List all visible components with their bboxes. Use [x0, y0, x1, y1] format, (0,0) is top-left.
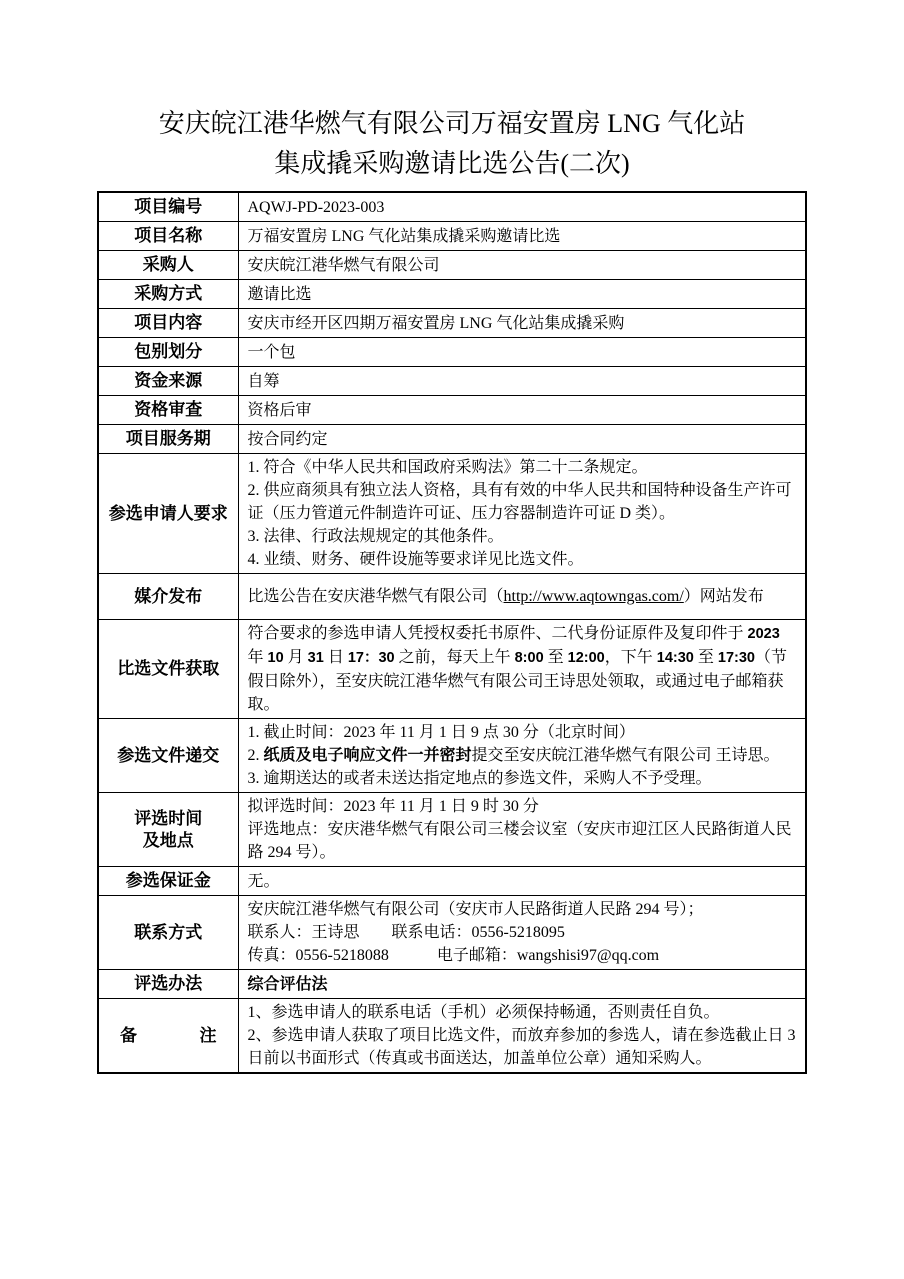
row-value-document-acquisition	[238, 620, 806, 719]
row-value-paragraph	[248, 1001, 800, 1024]
row-label-part: 项目内容	[134, 313, 203, 332]
row-label-part: 参选文件递交	[117, 745, 220, 765]
row-label-text	[103, 1025, 234, 1047]
row-label-contact-info	[98, 896, 238, 970]
row-value-procurement-method	[238, 280, 806, 309]
row-label-project-number	[98, 192, 238, 222]
row-value-funding-source	[238, 367, 806, 396]
row-label-evaluation-time-place	[98, 793, 238, 867]
row-label-qualification-review	[98, 396, 238, 425]
row-label-part: 评选时间	[134, 808, 203, 828]
row-label-document-acquisition	[98, 620, 238, 719]
text-segment: 日	[323, 649, 348, 666]
text-segment: ）网站发布	[683, 588, 764, 605]
text-segment: 综合评估法	[247, 975, 328, 993]
text-segment: 拟评选时间：2023 年 11 月 1 日 9 时 30 分	[247, 798, 539, 815]
row-label-text	[103, 312, 234, 334]
row-value-project-name	[238, 222, 806, 251]
text-segment: 3. 法律、行政法规规定的其他条件。	[247, 528, 504, 545]
text-segment: （节假日除外），至安庆皖江港华燃气有限公司王诗思处领取，或通过电子邮箱获取。	[247, 649, 787, 713]
row-label-text	[103, 283, 234, 305]
text-segment: AQWJ-PD-2023-003	[247, 198, 385, 216]
row-label-part: 资金来源	[134, 371, 203, 390]
row-value-paragraph	[248, 456, 800, 479]
row-label-purchaser	[98, 251, 238, 280]
row-value-project-number	[238, 192, 806, 222]
text-segment: 31	[307, 650, 324, 666]
row-value-paragraph	[248, 225, 800, 248]
row-label-text	[103, 973, 234, 995]
text-segment: 2. 供应商须具有独立法人资格，具有有效的中华人民共和国特种设备生产许可证（压力管道元件制造许可证、压力容器制造许可证 D 类）。	[247, 482, 792, 522]
row-label-part: 媒介发布	[134, 586, 203, 606]
text-segment: 1、参选申请人的联系电话（手机）必须保持畅通，否则责任自负。	[247, 1004, 720, 1021]
row-label-text	[103, 870, 234, 892]
row-label-text	[103, 586, 234, 608]
row-label-text	[103, 341, 234, 363]
row-value-paragraph	[248, 548, 800, 571]
row-label-text	[103, 254, 234, 276]
text-segment: ，下午	[604, 649, 657, 666]
text-segment: 安庆市经开区四期万福安置房 LNG 气化站集成撬采购	[247, 314, 625, 332]
row-value-remarks	[238, 999, 806, 1074]
text-segment: 2023	[747, 626, 780, 642]
text-segment: 2.	[247, 747, 264, 764]
row-value-paragraph	[248, 744, 800, 767]
text-segment: 比选公告在安庆港华燃气有限公司（	[247, 588, 504, 605]
row-label-project-content	[98, 309, 238, 338]
text-segment: 纸质及电子响应文件一并密封	[263, 747, 472, 764]
row-value-service-period	[238, 425, 806, 454]
row-label-funding-source	[98, 367, 238, 396]
text-segment: 安庆皖江港华燃气有限公司（安庆市人民路街道人民路 294 号）；	[247, 901, 704, 918]
row-label-project-name	[98, 222, 238, 251]
row-label-part: 项目服务期	[125, 429, 211, 448]
row-label-evaluation-method	[98, 970, 238, 999]
row-label-text	[103, 503, 234, 525]
row-value-contact-info	[238, 896, 806, 970]
text-segment: 年	[247, 649, 268, 666]
text-segment: 安庆皖江港华燃气有限公司	[247, 256, 440, 274]
row-label-part: 包别划分	[134, 342, 203, 361]
text-segment: 之前，每天上午	[394, 649, 515, 666]
text-segment: 提交至安庆皖江港华燃气有限公司 王诗思。	[471, 747, 780, 764]
row-value-package-division	[238, 338, 806, 367]
text-segment: 10	[267, 650, 284, 666]
row-value-paragraph	[248, 721, 800, 744]
row-value-paragraph	[248, 283, 800, 306]
row-label-text	[103, 922, 234, 944]
row-value-purchaser	[238, 251, 806, 280]
text-segment: 月	[283, 649, 308, 666]
table-row-project-number	[98, 192, 806, 222]
row-label-part: 采购方式	[134, 284, 203, 303]
row-value-paragraph	[248, 973, 800, 996]
table-row-document-acquisition	[98, 620, 806, 719]
row-label-part: 备	[120, 1025, 137, 1045]
text-segment: 8:00	[514, 650, 544, 666]
text-segment: 至	[543, 649, 568, 666]
table-row-remarks	[98, 999, 806, 1074]
row-label-part: 项目名称	[134, 226, 203, 245]
row-label-procurement-method	[98, 280, 238, 309]
table-row-evaluation-method	[98, 970, 806, 999]
row-label-deposit	[98, 867, 238, 896]
row-label-part: 资格审查	[134, 400, 203, 419]
text-segment: 17:30	[717, 650, 755, 666]
table-row-purchaser	[98, 251, 806, 280]
text-segment: 自筹	[247, 372, 280, 390]
announcement-url-link[interactable]: http://www.aqtowngas.com/	[503, 588, 684, 605]
row-value-qualification-review	[238, 396, 806, 425]
row-label-part: 比选文件获取	[117, 659, 220, 678]
row-value-paragraph	[248, 1024, 800, 1070]
table-row-document-submission	[98, 719, 806, 793]
row-value-paragraph	[248, 898, 800, 921]
table-row-contact-info	[98, 896, 806, 970]
row-value-document-submission	[238, 719, 806, 793]
row-value-paragraph	[248, 585, 800, 608]
text-segment: 邀请比选	[247, 285, 312, 303]
row-value-paragraph	[248, 795, 800, 818]
row-label-text	[103, 428, 234, 450]
text-segment: 1. 截止时间：2023 年 11 月 1 日 9 点 30 分（北京时间）	[247, 724, 635, 741]
text-segment: 1. 符合《中华人民共和国政府采购法》第二十二条规定。	[247, 459, 648, 476]
row-value-paragraph	[248, 622, 800, 716]
row-label-part: 注	[199, 1025, 217, 1045]
row-label-text	[103, 225, 234, 247]
row-label-remarks	[98, 999, 238, 1074]
text-segment: 资格后审	[247, 401, 312, 419]
table-row-evaluation-time-place	[98, 793, 806, 867]
table-row-procurement-method	[98, 280, 806, 309]
row-label-text	[103, 196, 234, 218]
row-label-part: 项目编号	[134, 197, 203, 216]
text-segment: 传真：0556-5218088 电子邮箱：wangshisi97@qq.com	[247, 947, 660, 964]
row-label-part: 评选办法	[134, 974, 203, 993]
row-label-part: 参选申请人要求	[108, 503, 228, 523]
row-value-paragraph	[248, 921, 800, 944]
row-label-package-division	[98, 338, 238, 367]
row-value-paragraph	[248, 479, 800, 525]
row-value-applicant-requirements	[238, 454, 806, 574]
row-label-text	[103, 808, 234, 852]
row-label-service-period	[98, 425, 238, 454]
text-segment: 至	[693, 649, 718, 666]
text-segment: 17：30	[347, 650, 395, 666]
row-value-paragraph	[248, 254, 800, 277]
table-row-applicant-requirements	[98, 454, 806, 574]
text-segment: 14:30	[656, 650, 694, 666]
table-row-project-content	[98, 309, 806, 338]
table-row-service-period	[98, 425, 806, 454]
row-value-evaluation-time-place	[238, 793, 806, 867]
text-segment: 联系人：王诗思 联系电话：0556-5218095	[247, 924, 565, 941]
title-line-1: 安庆皖江港华燃气有限公司万福安置房 LNG 气化站	[158, 109, 746, 138]
row-value-paragraph	[248, 196, 800, 219]
row-value-paragraph	[248, 428, 800, 451]
text-segment: 评选地点：安庆港华燃气有限公司三楼会议室（安庆市迎江区人民路街道人民路 294 号）。	[247, 821, 792, 861]
row-label-part: 联系方式	[134, 922, 203, 942]
text-segment: 万福安置房 LNG 气化站集成撬采购邀请比选	[247, 227, 561, 245]
row-value-deposit	[238, 867, 806, 896]
title-line-2: 集成撬采购邀请比选公告(二次)	[274, 149, 630, 178]
row-value-paragraph	[248, 312, 800, 335]
table-row-package-division	[98, 338, 806, 367]
row-label-applicant-requirements	[98, 454, 238, 574]
text-segment: 2、参选申请人获取了项目比选文件，而放弃参加的参选人，请在参选截止日 3 日前以书面形式（传真或书面送达，加盖单位公章）通知采购人。	[247, 1027, 796, 1067]
row-value-paragraph	[248, 370, 800, 393]
text-segment: 12:00	[567, 650, 605, 666]
row-label-media-release	[98, 574, 238, 620]
text-segment: 一个包	[247, 343, 296, 361]
row-value-evaluation-method	[238, 970, 806, 999]
row-label-text	[103, 658, 234, 680]
announcement-table	[97, 191, 807, 1074]
text-segment: 按合同约定	[247, 430, 328, 448]
row-label-part: 采购人	[142, 255, 194, 274]
row-value-media-release	[238, 574, 806, 620]
row-label-text	[103, 399, 234, 421]
row-value-paragraph	[248, 399, 800, 422]
text-segment: 无。	[247, 872, 280, 890]
table-row-project-name	[98, 222, 806, 251]
table-row-qualification-review	[98, 396, 806, 425]
table-row-funding-source	[98, 367, 806, 396]
row-label-part: 及地点	[142, 830, 194, 850]
row-value-paragraph	[248, 525, 800, 548]
row-value-paragraph	[248, 818, 800, 864]
text-segment: 符合要求的参选申请人凭授权委托书原件、二代身份证原件及复印件于	[247, 625, 748, 642]
text-segment: 4. 业绩、财务、硬件设施等要求详见比选文件。	[247, 551, 584, 568]
row-value-paragraph	[248, 767, 800, 790]
row-label-document-submission	[98, 719, 238, 793]
table-row-media-release	[98, 574, 806, 620]
page-title	[40, 104, 864, 184]
row-value-paragraph	[248, 944, 800, 967]
row-label-text	[103, 370, 234, 392]
text-segment: 3. 逾期送达的或者未送达指定地点的参选文件，采购人不予受理。	[247, 770, 712, 787]
row-label-part: 参选保证金	[125, 871, 211, 890]
table-row-deposit	[98, 867, 806, 896]
row-label-text	[103, 745, 234, 767]
row-value-paragraph	[248, 341, 800, 364]
row-value-project-content	[238, 309, 806, 338]
row-value-paragraph	[248, 870, 800, 893]
